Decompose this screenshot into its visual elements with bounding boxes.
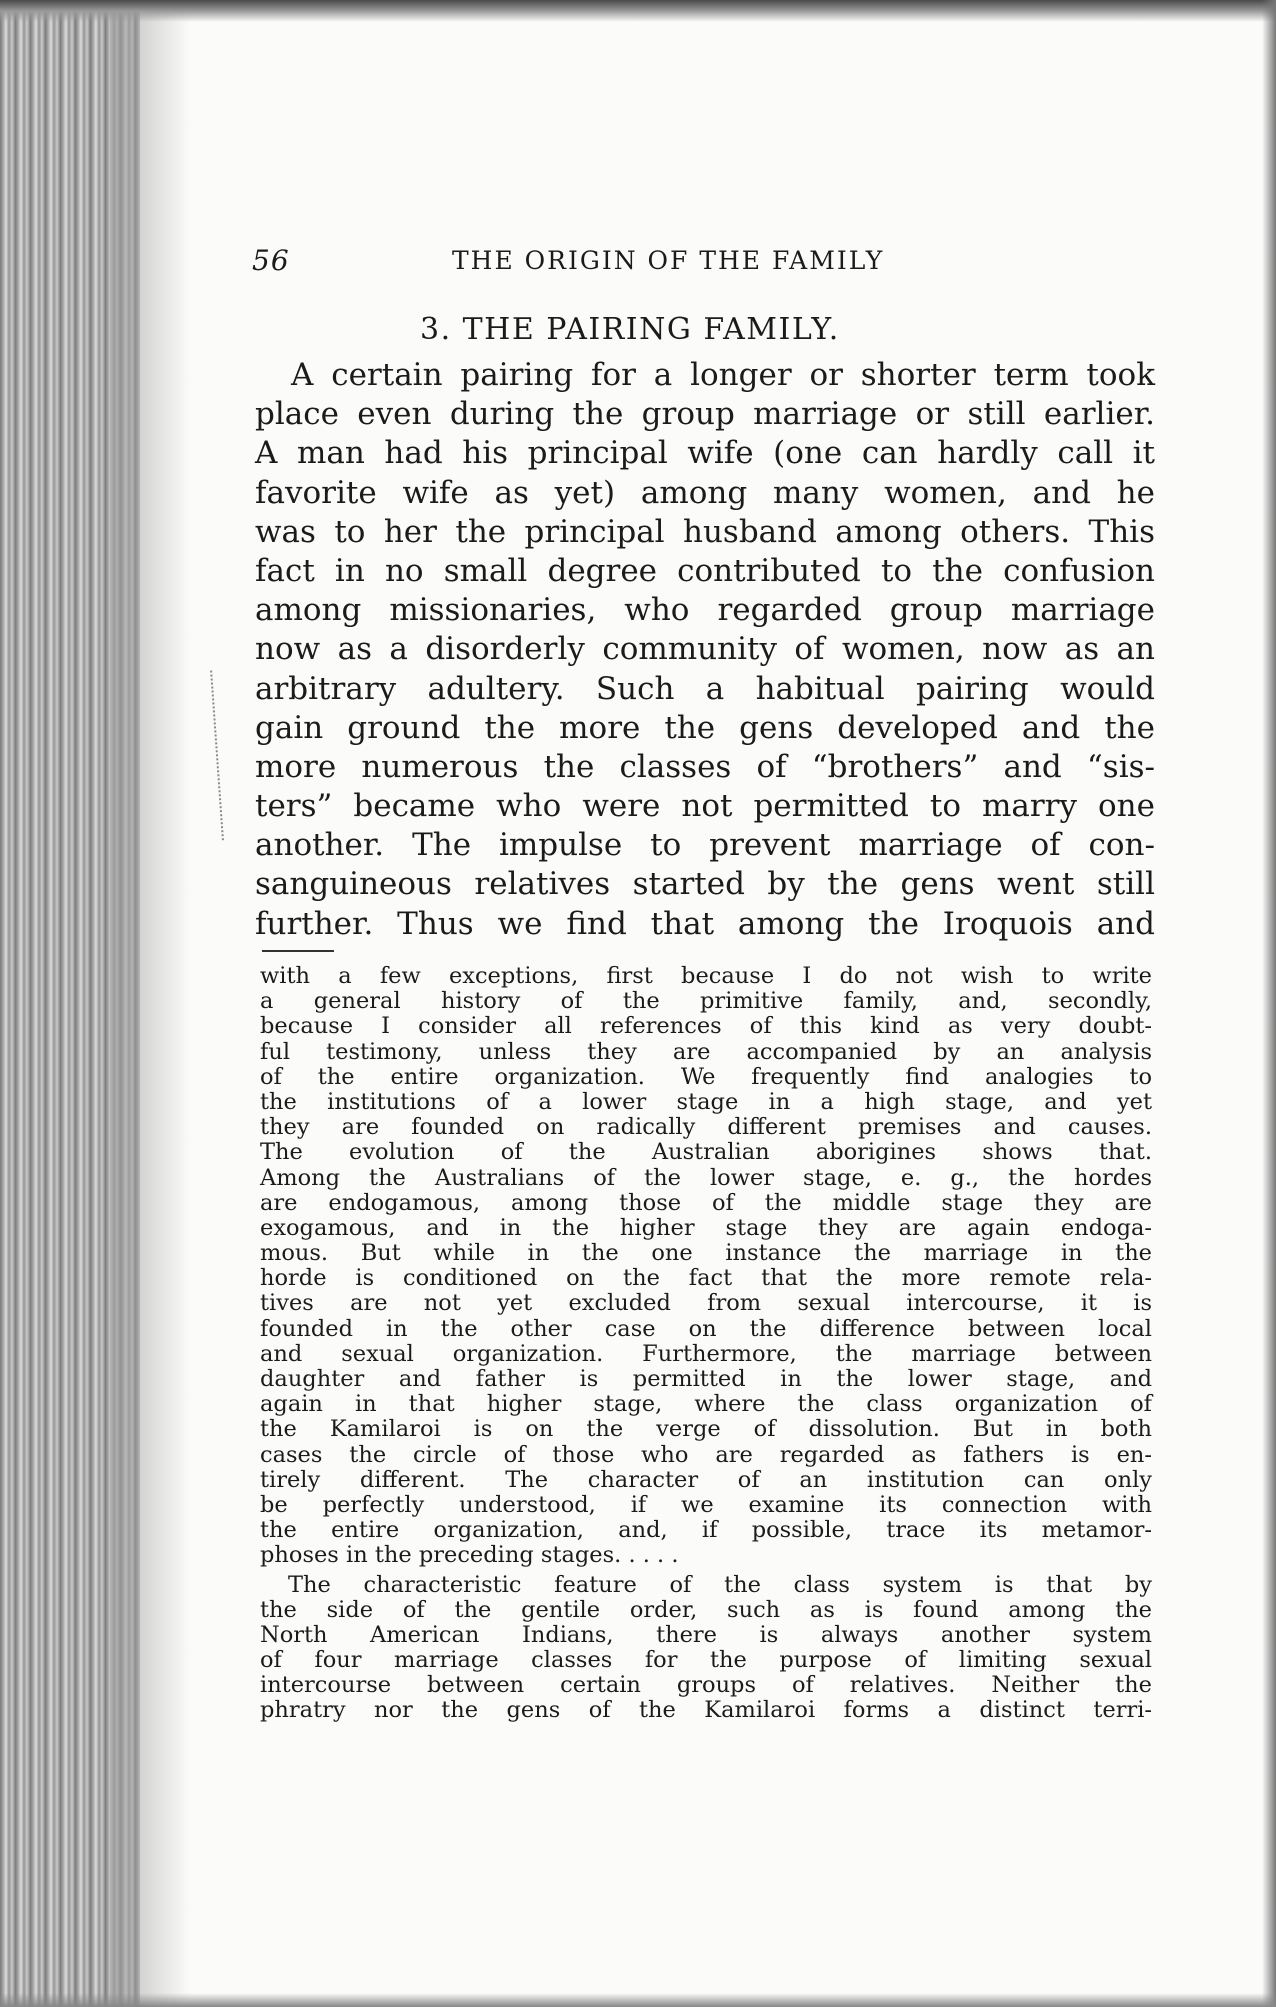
- footnote-rule: [262, 950, 334, 952]
- body-line: now as a disorderly community of women, now as an: [255, 631, 1155, 668]
- footnote-line: they are founded on radically different premises and causes.: [260, 1114, 1152, 1141]
- body-line: favorite wife as yet) among many women, and he: [255, 474, 1155, 511]
- body-line: fact in no small degree contributed to the confusion: [255, 552, 1155, 589]
- footnote-line: mous. But while in the one instance the marriage in the: [260, 1240, 1152, 1267]
- footnote-line: horde is conditioned on the fact that the more remote rela-: [260, 1265, 1152, 1292]
- page-top-edge: [0, 0, 1276, 22]
- footnote-line: Among the Australians of the lower stage, e. g., the hordes: [260, 1164, 1152, 1191]
- body-line: among missionaries, who regarded group marriage: [255, 592, 1155, 629]
- footnote-line: are endogamous, among those of the middle stage they are: [260, 1189, 1152, 1216]
- footnote-line: daughter and father is permitted in the lower stage, and: [260, 1366, 1152, 1392]
- footnote-line: intercourse between certain groups of relatives. Neither the: [260, 1672, 1152, 1699]
- gutter-shadow: [110, 0, 190, 2007]
- footnote-line: of four marriage classes for the purpose of limiting sexual: [260, 1647, 1152, 1674]
- footnote-line: phratry nor the gens of the Kamilaroi forms a distinct terri-: [260, 1697, 1152, 1724]
- footnote-line: be perfectly understood, if we examine its connection with: [260, 1491, 1152, 1518]
- page-right-edge: [1262, 0, 1276, 2007]
- running-header: [252, 244, 1152, 284]
- body-line: A man had his principal wife (one can hardly call it: [255, 435, 1155, 472]
- footnote-line: the institutions of a lower stage in a high stage, and yet: [260, 1088, 1152, 1115]
- body-line: more numerous the classes of “brothers” and “sis-: [255, 748, 1155, 785]
- footnote-line: a general history of the primitive family, and, secondly,: [260, 988, 1152, 1015]
- footnote-line: ful testimony, unless they are accompanied by an analysis: [260, 1038, 1152, 1065]
- body-line: further. Thus we find that among the Iroquois and: [255, 905, 1155, 942]
- footnote-line: the Kamilaroi is on the verge of dissolution. But in both: [260, 1416, 1152, 1443]
- footnote-line: again in that higher stage, where the class organization of: [260, 1391, 1152, 1418]
- body-line: ters” became who were not permitted to marry one: [255, 788, 1155, 825]
- footnote-line: exogamous, and in the higher stage they are again endoga-: [260, 1214, 1152, 1241]
- footnote-line: The characteristic feature of the class system is that by: [288, 1571, 1152, 1598]
- body-text: [255, 356, 1155, 944]
- margin-pencil-mark: [210, 670, 234, 840]
- body-line: was to her the principal husband among others. This: [255, 513, 1155, 550]
- body-line: gain ground the more the gens developed and the: [255, 709, 1155, 746]
- footnote-text: [260, 964, 1152, 1724]
- footnote-line: tirely different. The character of an institution can only: [260, 1466, 1152, 1493]
- footnote-line: with a few exceptions, first because I do not wish to write: [260, 963, 1152, 989]
- footnote-line: The evolution of the Australian aborigines shows that.: [260, 1139, 1152, 1166]
- running-title: THE ORIGIN OF THE FAMILY: [452, 246, 885, 275]
- footnote-line: the entire organization, and, if possible, trace its metamor-: [260, 1517, 1152, 1544]
- footnote-line: and sexual organization. Furthermore, the marriage between: [260, 1340, 1152, 1367]
- footnote-line: tives are not yet excluded from sexual intercourse, it is: [260, 1290, 1152, 1317]
- body-line: another. The impulse to prevent marriage of con-: [255, 827, 1155, 864]
- body-line: A certain pairing for a longer or shorter term took: [291, 357, 1155, 393]
- body-line: arbitrary adultery. Such a habitual pairing would: [255, 670, 1155, 707]
- page-bottom-edge: [0, 1993, 1276, 2007]
- footnote-line: the side of the gentile order, such as is found among the: [260, 1596, 1152, 1623]
- footnote-line: cases the circle of those who are regarded as fathers is en-: [260, 1441, 1152, 1468]
- footnote-line: founded in the other case on the difference between local: [260, 1315, 1152, 1342]
- body-line: sanguineous relatives started by the gens went still: [255, 866, 1155, 903]
- section-heading: 3. THE PAIRING FAMILY.: [420, 312, 840, 347]
- footnote-line: phoses in the preceding stages. . . . .: [260, 1542, 679, 1569]
- footnote-line: because I consider all references of this kind as very doubt-: [260, 1013, 1152, 1040]
- body-line: place even during the group marriage or still earlier.: [255, 396, 1155, 433]
- page-number: 56: [252, 244, 290, 277]
- footnote-line: North American Indians, there is always another system: [260, 1621, 1152, 1648]
- footnote-line: of the entire organization. We frequently find analogies to: [260, 1063, 1152, 1090]
